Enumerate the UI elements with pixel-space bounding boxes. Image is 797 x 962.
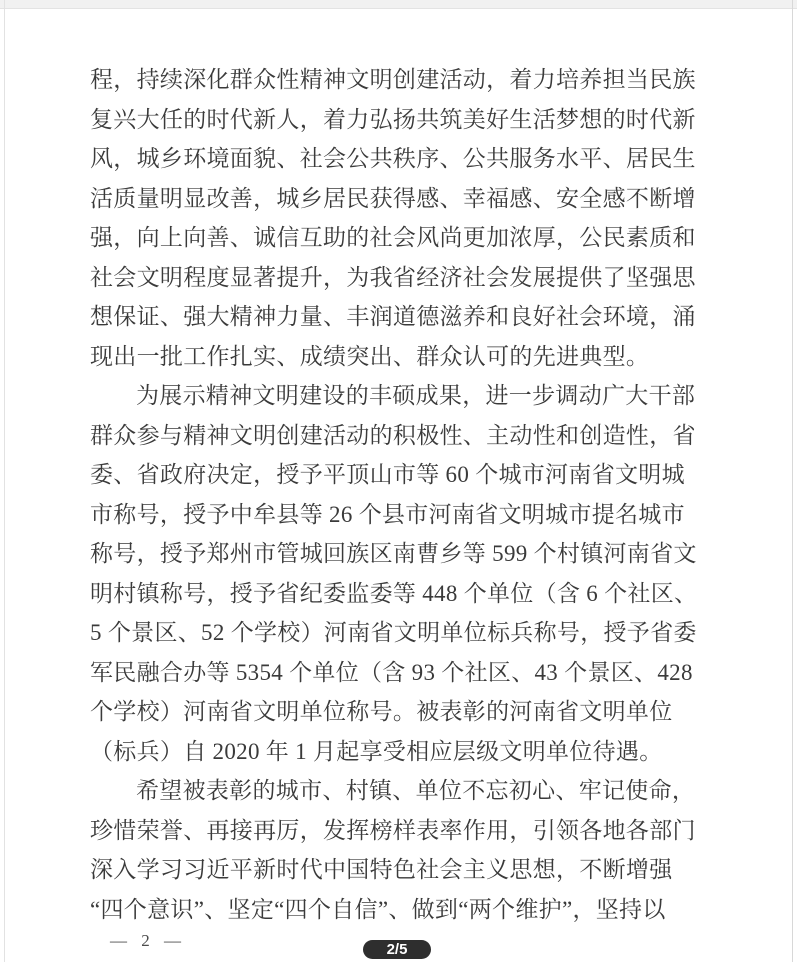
text-line: 深入学习习近平新时代中国特色社会主义思想，不断增强	[90, 857, 673, 883]
page-right-edge	[792, 0, 793, 962]
text-line: （标兵）自 2020 年 1 月起享受相应层级文明单位待遇。	[90, 738, 663, 764]
text-line: 军民融合办等 5354 个单位（含 93 个社区、43 个景区、428	[90, 659, 693, 685]
document-page	[90, 58, 698, 927]
text-line-paragraph-start: 为展示精神文明建设的丰硕成果，进一步调动广大干部	[136, 383, 696, 409]
text-line: 风，城乡环境面貌、社会公共秩序、公共服务水平、居民生	[90, 146, 696, 172]
page-number-footer: — 2 —	[110, 931, 186, 950]
text-line: 称号，授予郑州市管城回族区南曹乡等 599 个村镇河南省文	[90, 541, 697, 567]
page-top-edge	[0, 0, 797, 9]
page-left-edge	[4, 0, 5, 962]
text-line: 委、省政府决定，授予平顶山市等 60 个城市河南省文明城	[90, 462, 685, 488]
text-line: “四个意识”、坚定“四个自信”、做到“两个维护”，坚持以	[90, 896, 666, 922]
page-indicator-badge[interactable]: 2/5	[363, 940, 431, 959]
text-line-paragraph-start: 希望被表彰的城市、村镇、单位不忘初心、牢记使命，	[136, 778, 696, 804]
text-line: 个学校）河南省文明单位称号。被表彰的河南省文明单位	[90, 699, 673, 725]
text-line: 复兴大任的时代新人，着力弘扬共筑美好生活梦想的时代新	[90, 106, 696, 132]
text-line: 强，向上向善、诚信互助的社会风尚更加浓厚，公民素质和	[90, 225, 696, 251]
text-line: 程，持续深化群众性精神文明创建活动，着力培养担当民族	[90, 67, 696, 93]
text-line: 活质量明显改善，城乡居民获得感、幸福感、安全感不断增	[90, 185, 696, 211]
text-line: 想保证、强大精神力量、丰润道德滋养和良好社会环境，涌	[90, 304, 696, 330]
text-line: 5 个景区、52 个学校）河南省文明单位标兵称号，授予省委	[90, 620, 697, 646]
text-line: 社会文明程度显著提升，为我省经济社会发展提供了坚强思	[90, 264, 696, 290]
text-line: 明村镇称号，授予省纪委监委等 448 个单位（含 6 个社区、	[90, 580, 698, 606]
text-line: 现出一批工作扎实、成绩突出、群众认可的先进典型。	[90, 343, 650, 369]
text-line: 群众参与精神文明创建活动的积极性、主动性和创造性，省	[90, 422, 696, 448]
text-line: 市称号，授予中牟县等 26 个县市河南省文明城市提名城市	[90, 501, 685, 527]
text-line: 珍惜荣誉、再接再厉，发挥榜样表率作用，引领各地各部门	[90, 817, 696, 843]
